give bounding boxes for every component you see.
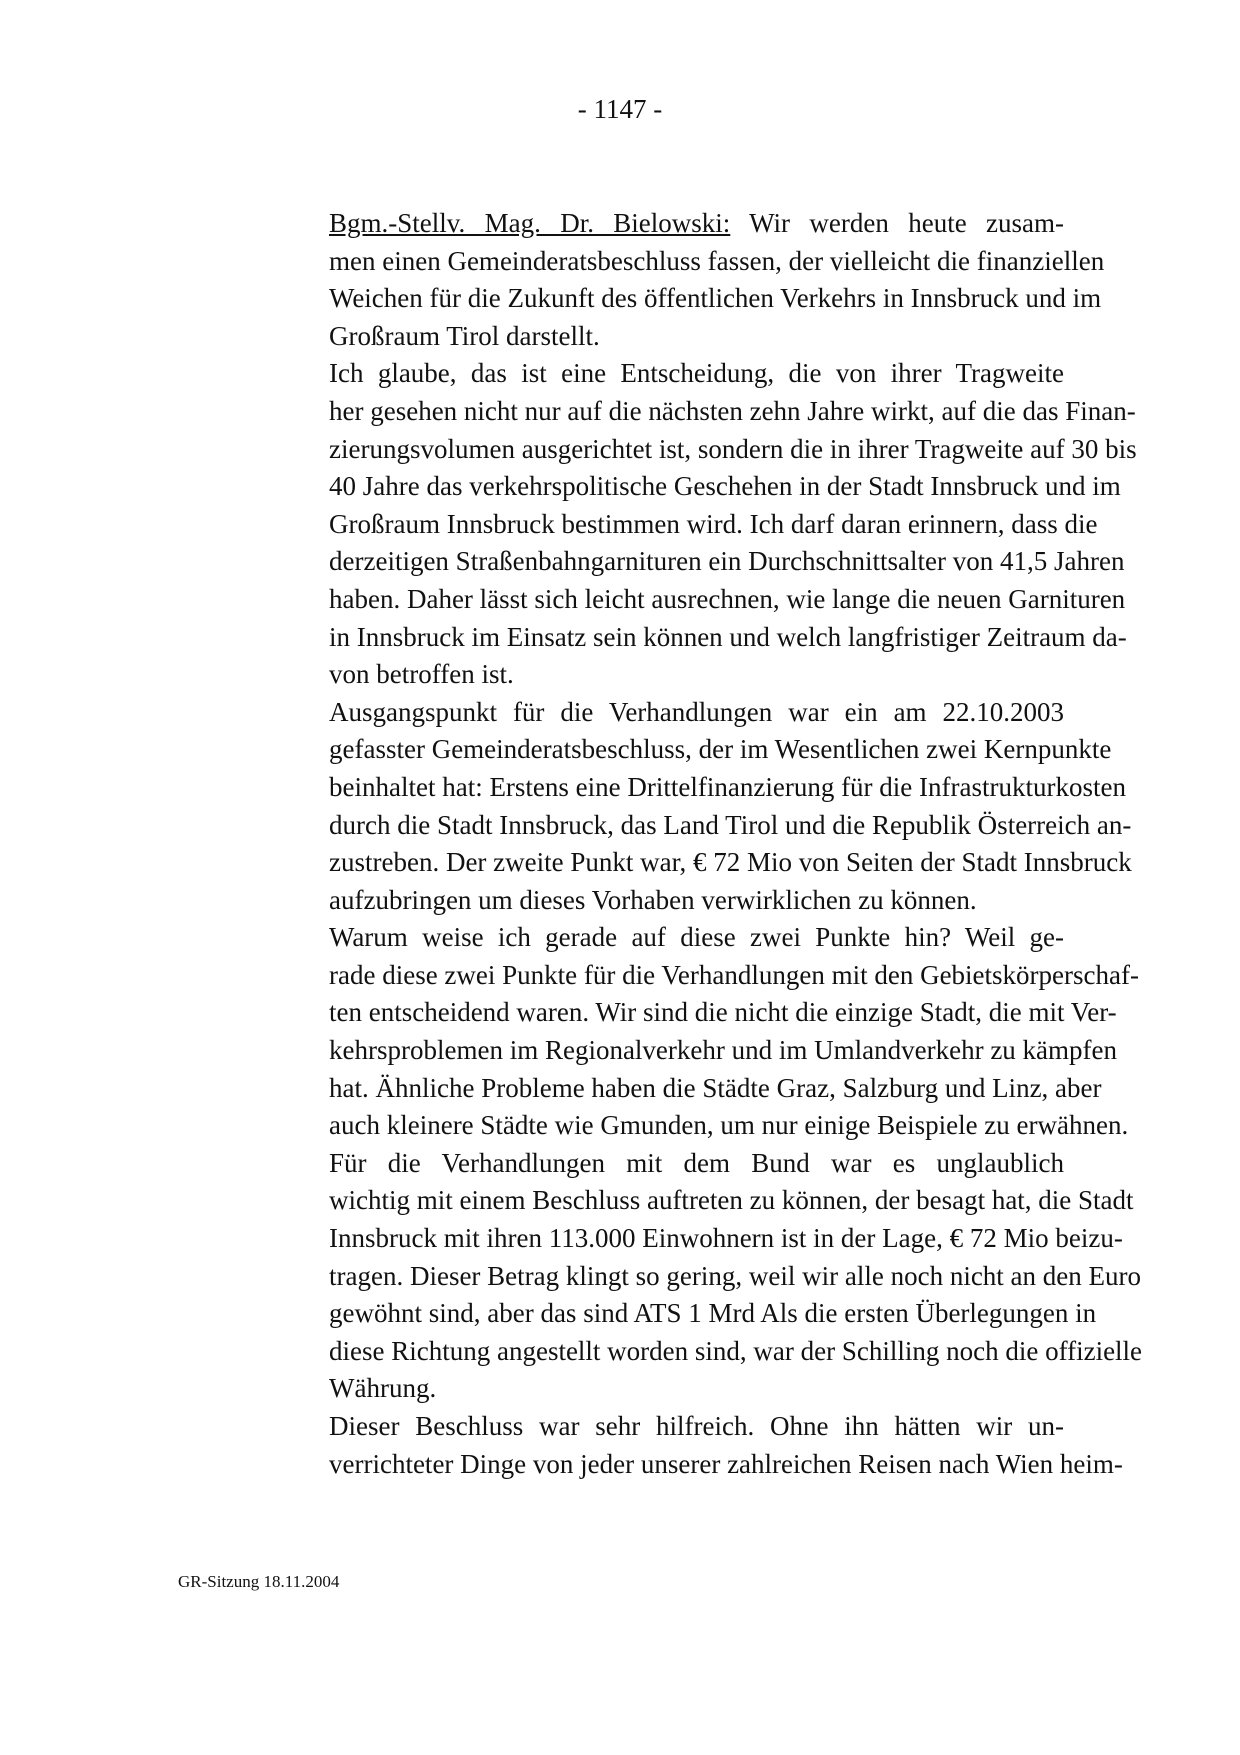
text-line: Ich glaube, das ist eine Entscheidung, die von ihrer Tragweite: [329, 358, 1064, 389]
text-line: Warum weise ich gerade auf diese zwei Punkte hin? Weil ge-: [329, 922, 1064, 953]
paragraph: [178, 919, 1139, 1145]
text-line: auch kleinere Städte wie Gmunden, um nur einige Beispiele zu erwähnen.: [329, 1110, 1129, 1141]
text-line: Großraum Innsbruck bestimmen wird. Ich darf daran erinnern, dass die: [329, 508, 1098, 539]
text-line: beinhaltet hat: Erstens eine Drittelfinanzierung für die Infrastrukturkosten: [329, 771, 1126, 802]
text-line: wichtig mit einem Beschluss auftreten zu können, der besagt hat, die Stadt: [329, 1185, 1134, 1216]
text-line: tragen. Dieser Betrag klingt so gering, weil wir alle noch nicht an den Euro: [329, 1260, 1142, 1291]
text-line: haben. Daher lässt sich leicht ausrechnen, wie lange die neuen Garnituren: [329, 583, 1126, 614]
text-line: Ausgangspunkt für die Verhandlungen war ein am 22.10.2003: [329, 696, 1064, 727]
text-line: Innsbruck mit ihren 113.000 Einwohnern ist in der Lage, € 72 Mio beizu-: [329, 1223, 1123, 1254]
text-line: derzeitigen Straßenbahngarnituren ein Durchschnittsalter von 41,5 Jahren: [329, 546, 1125, 577]
text-line: zierungsvolumen ausgerichtet ist, sondern die in ihrer Tragweite auf 30 bis: [329, 433, 1137, 464]
page-footer: GR-Sitzung 18.11.2004: [178, 1572, 340, 1591]
text-line: verrichteter Dinge von jeder unserer zahlreichen Reisen nach Wien heim-: [329, 1448, 1123, 1479]
text-line: durch die Stadt Innsbruck, das Land Tirol und die Republik Österreich an-: [329, 809, 1132, 840]
text-line: her gesehen nicht nur auf die nächsten zehn Jahre wirkt, auf die das Finan-: [329, 395, 1136, 426]
text-line: ten entscheidend waren. Wir sind die nicht die einzige Stadt, die mit Ver-: [329, 997, 1117, 1028]
text-line: kehrsproblemen im Regionalverkehr und im Umlandverkehr zu kämpfen: [329, 1035, 1118, 1066]
text-line: Dieser Beschluss war sehr hilfreich. Ohne ihn hätten wir un-: [329, 1411, 1064, 1441]
text-line: [178, 205, 1064, 243]
page-number: - 1147 -: [577, 94, 663, 124]
speech-text: Wir werden heute zusam-: [730, 208, 1064, 238]
text-line: 40 Jahre das verkehrspolitische Geschehen in der Stadt Innsbruck und im: [329, 471, 1121, 502]
text-line: zustreben. Der zweite Punkt war, € 72 Mio von Seiten der Stadt Innsbruck: [329, 847, 1132, 878]
text-line: aufzubringen um dieses Vorhaben verwirklichen zu können.: [329, 884, 977, 915]
text-line: diese Richtung angestellt worden sind, war der Schilling noch die offizielle: [329, 1335, 1143, 1366]
text-line: von betroffen ist.: [329, 659, 514, 690]
text-line: Großraum Tirol darstellt.: [329, 320, 600, 351]
paragraph: [178, 694, 1132, 920]
text-line: rade diese zwei Punkte für die Verhandlungen mit den Gebietskörperschaf-: [329, 959, 1139, 990]
paragraph: [178, 1145, 1143, 1408]
paragraph: [178, 205, 1105, 355]
text-line: Währung.: [329, 1373, 437, 1404]
paragraph: [178, 1408, 1123, 1483]
text-line: hat. Ähnliche Probleme haben die Städte Graz, Salzburg und Linz, aber: [329, 1072, 1102, 1103]
text-line: Für die Verhandlungen mit dem Bund war es unglaublich: [329, 1147, 1064, 1178]
paragraph: [178, 355, 1137, 693]
text-line: Weichen für die Zukunft des öffentlichen Verkehrs in Innsbruck und im: [329, 283, 1102, 314]
document-body: [178, 205, 1143, 1483]
text-line: men einen Gemeinderatsbeschluss fassen, der vielleicht die finanziellen: [329, 245, 1105, 276]
text-line: gefasster Gemeinderatsbeschluss, der im Wesentlichen zwei Kernpunkte: [329, 734, 1112, 765]
text-line: in Innsbruck im Einsatz sein können und welch langfristiger Zeitraum da-: [329, 621, 1127, 652]
text-line: gewöhnt sind, aber das sind ATS 1 Mrd Als die ersten Überlegungen in: [329, 1298, 1097, 1329]
speaker-name: Bgm.-Stellv. Mag. Dr. Bielowski:: [329, 208, 731, 238]
